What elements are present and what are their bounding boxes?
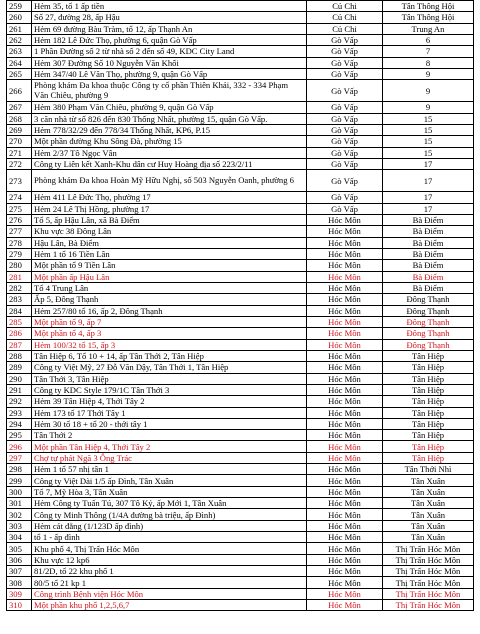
- district-cell: Hóc Môn: [307, 384, 383, 395]
- ward-cell: Tân Xuân: [383, 520, 474, 531]
- address-cell: Phòng khám Đa khoa thuộc Công ty cổ phần Thiên Khải, 332 - 334 Phạm Văn Chiêu, phường 9: [32, 80, 307, 102]
- row-number-cell: 282: [7, 282, 32, 293]
- row-number-cell: 292: [7, 396, 32, 407]
- table-row: [7, 68, 474, 79]
- table-row: [7, 248, 474, 259]
- table-body: [7, 1, 474, 611]
- district-cell: Củ Chi: [307, 23, 383, 34]
- address-cell: Tổ 5, ấp Hậu Lân, xã Bà Điểm: [32, 214, 307, 225]
- table-row: [7, 407, 474, 418]
- ward-cell: Tân Hiệp: [383, 441, 474, 452]
- address-cell: Hẻm 24 Lê Thị Hồng, phường 17: [32, 203, 307, 214]
- ward-cell: Tân Hiệp: [383, 396, 474, 407]
- ward-cell: 9: [383, 68, 474, 79]
- ward-cell: Tân Xuân: [383, 532, 474, 543]
- ward-cell: Tân Xuân: [383, 498, 474, 509]
- district-cell: Hóc Môn: [307, 532, 383, 543]
- ward-cell: Thị Trấn Hóc Môn: [383, 600, 474, 611]
- table-row: [7, 566, 474, 577]
- district-cell: Hóc Môn: [307, 588, 383, 599]
- address-cell: Công ty Liên kết Xanh-Khu dân cư Huy Hoàng địa số 223/2/11: [32, 158, 307, 169]
- row-number-cell: 273: [7, 170, 32, 192]
- ward-cell: Tân Hiệp: [383, 384, 474, 395]
- district-cell: Gò Vấp: [307, 102, 383, 113]
- district-cell: Hóc Môn: [307, 464, 383, 475]
- address-cell: Hẻm 257/80 tổ 16, ấp 2, Đông Thạnh: [32, 305, 307, 316]
- address-cell: Hẻm 173 tổ 17 Thới Tây 1: [32, 407, 307, 418]
- row-number-cell: 278: [7, 237, 32, 248]
- district-cell: Hóc Môn: [307, 260, 383, 271]
- address-cell: Một phần tổ 9, ấp 7: [32, 316, 307, 327]
- row-number-cell: 302: [7, 509, 32, 520]
- district-cell: Gò Vấp: [307, 68, 383, 79]
- ward-cell: 15: [383, 147, 474, 158]
- district-cell: Gò Vấp: [307, 203, 383, 214]
- ward-cell: Bà Điểm: [383, 226, 474, 237]
- address-cell: 1 Phần Đường số 2 từ nhà số 2 đến số 49, KDC City Land: [32, 46, 307, 57]
- table-row: [7, 554, 474, 565]
- row-number-cell: 293: [7, 407, 32, 418]
- row-number-cell: 299: [7, 475, 32, 486]
- address-cell: Hẻm Công ty Tuấn Tú, 307 Tô Ký, ấp Mới 1, Tân Xuân: [32, 498, 307, 509]
- table-row: [7, 46, 474, 57]
- ward-cell: Tân Hiệp: [383, 452, 474, 463]
- table-row: [7, 430, 474, 441]
- district-cell: Hóc Môn: [307, 282, 383, 293]
- table-row: [7, 260, 474, 271]
- document-page: [6, 0, 473, 611]
- row-number-cell: 268: [7, 113, 32, 124]
- district-cell: Hóc Môn: [307, 373, 383, 384]
- address-cell: Khu vực 12 kp6: [32, 554, 307, 565]
- address-cell: Hẻm 1 tổ 16 Tiền Lân: [32, 248, 307, 259]
- district-cell: Hóc Môn: [307, 339, 383, 350]
- table-row: [7, 203, 474, 214]
- row-number-cell: 296: [7, 441, 32, 452]
- address-cell: Công ty Minh Thông (1/4A đường bà triệu, ấp Đình): [32, 509, 307, 520]
- row-number-cell: 274: [7, 192, 32, 203]
- address-cell: Công trình Bệnh viện Hóc Môn: [32, 588, 307, 599]
- address-cell: Công ty KDC Style 179/1C Tân Thới 3: [32, 384, 307, 395]
- address-cell: Hẻm 307 Đường Số 10 Nguyễn Văn Khối: [32, 57, 307, 68]
- table-row: [7, 80, 474, 102]
- row-number-cell: 271: [7, 147, 32, 158]
- address-cell: Tổ 4 Trung Lân: [32, 282, 307, 293]
- table-row: [7, 170, 474, 192]
- district-cell: Hóc Môn: [307, 475, 383, 486]
- address-cell: Hẻm 380 Phạm Văn Chiêu, phường 9, quận Gò Vấp: [32, 102, 307, 113]
- ward-cell: Bà Điểm: [383, 271, 474, 282]
- row-number-cell: 263: [7, 46, 32, 57]
- row-number-cell: 276: [7, 214, 32, 225]
- district-cell: Hóc Môn: [307, 452, 383, 463]
- row-number-cell: 304: [7, 532, 32, 543]
- row-number-cell: 288: [7, 350, 32, 361]
- ward-cell: Bà Điểm: [383, 282, 474, 293]
- row-number-cell: 260: [7, 12, 32, 23]
- address-cell: Phòng khám Đa khoa Hoàn Mỹ Hữu Nghị, số 503 Nguyễn Oanh, phường 6: [32, 170, 307, 192]
- district-cell: Hóc Môn: [307, 248, 383, 259]
- table-row: [7, 339, 474, 350]
- district-cell: Gò Vấp: [307, 158, 383, 169]
- address-cell: Chợ tự phát Ngã 3 Ông Trác: [32, 452, 307, 463]
- table-row: [7, 316, 474, 327]
- table-row: [7, 396, 474, 407]
- ward-cell: 7: [383, 46, 474, 57]
- ward-cell: 17: [383, 170, 474, 192]
- table-row: [7, 294, 474, 305]
- table-row: [7, 282, 474, 293]
- table-row: [7, 158, 474, 169]
- address-cell: 80/5 tổ 21 kp 1: [32, 577, 307, 588]
- ward-cell: 15: [383, 136, 474, 147]
- district-cell: Hóc Môn: [307, 509, 383, 520]
- ward-cell: Đông Thạnh: [383, 339, 474, 350]
- table-row: [7, 588, 474, 599]
- district-cell: Gò Vấp: [307, 136, 383, 147]
- district-cell: Gò Vấp: [307, 124, 383, 135]
- district-cell: Hóc Môn: [307, 600, 383, 611]
- address-cell: Một phần khu phố 1,2,5,6,7: [32, 600, 307, 611]
- ward-cell: Tân Xuân: [383, 475, 474, 486]
- table-row: [7, 226, 474, 237]
- table-row: [7, 498, 474, 509]
- ward-cell: 9: [383, 102, 474, 113]
- address-cell: Hẻm 100/32 tổ 15, ấp 3: [32, 339, 307, 350]
- district-cell: Hóc Môn: [307, 294, 383, 305]
- ward-cell: Đông Thạnh: [383, 294, 474, 305]
- row-number-cell: 269: [7, 124, 32, 135]
- address-cell: Khu vực 38 Đông Lân: [32, 226, 307, 237]
- row-number-cell: 279: [7, 248, 32, 259]
- table-row: [7, 237, 474, 248]
- district-cell: Gò Vấp: [307, 34, 383, 45]
- table-row: [7, 136, 474, 147]
- ward-cell: Tân Hiệp: [383, 362, 474, 373]
- table-row: [7, 305, 474, 316]
- row-number-cell: 291: [7, 384, 32, 395]
- ward-cell: Thị Trấn Hóc Môn: [383, 577, 474, 588]
- district-cell: Hóc Môn: [307, 396, 383, 407]
- district-cell: Hóc Môn: [307, 362, 383, 373]
- table-row: [7, 124, 474, 135]
- row-number-cell: 284: [7, 305, 32, 316]
- ward-cell: 8: [383, 57, 474, 68]
- ward-cell: Tân Thông Hội: [383, 12, 474, 23]
- district-cell: Hóc Môn: [307, 543, 383, 554]
- row-number-cell: 264: [7, 57, 32, 68]
- address-cell: Hẻm 39 Tân Hiệp 4, Thới Tây 2: [32, 396, 307, 407]
- address-cell: Số 27, đường 28, ấp Hậu: [32, 12, 307, 23]
- ward-cell: Tân Thông Hội: [383, 1, 474, 12]
- ward-cell: Tân Hiệp: [383, 430, 474, 441]
- row-number-cell: 295: [7, 430, 32, 441]
- ward-cell: Bà Điểm: [383, 260, 474, 271]
- district-cell: Hóc Môn: [307, 430, 383, 441]
- table-row: [7, 464, 474, 475]
- district-cell: Hóc Môn: [307, 328, 383, 339]
- district-cell: Hóc Môn: [307, 498, 383, 509]
- row-number-cell: 267: [7, 102, 32, 113]
- table-row: [7, 214, 474, 225]
- row-number-cell: 275: [7, 203, 32, 214]
- table-row: [7, 452, 474, 463]
- ward-cell: 17: [383, 192, 474, 203]
- row-number-cell: 289: [7, 362, 32, 373]
- table-row: [7, 384, 474, 395]
- row-number-cell: 297: [7, 452, 32, 463]
- district-cell: Hóc Môn: [307, 226, 383, 237]
- table-row: [7, 12, 474, 23]
- table-row: [7, 532, 474, 543]
- table-row: [7, 475, 474, 486]
- address-cell: Hẻm 347/40 Lê Văn Thọ, phường 9, quận Gò Vấp: [32, 68, 307, 79]
- row-number-cell: 294: [7, 418, 32, 429]
- ward-cell: Tân Xuân: [383, 486, 474, 497]
- ward-cell: Đông Thạnh: [383, 328, 474, 339]
- address-cell: Ấp 5, Đông Thạnh: [32, 294, 307, 305]
- table-row: [7, 520, 474, 531]
- district-cell: Hóc Môn: [307, 407, 383, 418]
- district-cell: Hóc Môn: [307, 486, 383, 497]
- address-cell: Hẻm 1 tổ 57 nhị tân 1: [32, 464, 307, 475]
- address-cell: Tổ 7, Mỹ Hòa 3, Tân Xuân: [32, 486, 307, 497]
- address-cell: Công ty Việt Dài 1/5 ấp Đình, Tân Xuân: [32, 475, 307, 486]
- district-cell: Gò Vấp: [307, 170, 383, 192]
- row-number-cell: 262: [7, 34, 32, 45]
- address-cell: Công ty Việt Mỹ, 27 Đỗ Văn Dậy, Tân Thới 1, Tân Hiệp: [32, 362, 307, 373]
- row-number-cell: 259: [7, 1, 32, 12]
- ward-cell: Tân Hiệp: [383, 350, 474, 361]
- row-number-cell: 277: [7, 226, 32, 237]
- address-cell: Tân Hiệp 6, Tổ 10 + 14, ấp Tân Thới 2, Tân Hiệp: [32, 350, 307, 361]
- address-cell: Hẻm cát đằng (1/123D ấp đình): [32, 520, 307, 531]
- district-cell: Gò Vấp: [307, 80, 383, 102]
- table-row: [7, 113, 474, 124]
- table-row: [7, 23, 474, 34]
- district-cell: Hóc Môn: [307, 441, 383, 452]
- district-cell: Gò Vấp: [307, 147, 383, 158]
- row-number-cell: 280: [7, 260, 32, 271]
- table-row: [7, 192, 474, 203]
- ward-cell: Tân Thới Nhì: [383, 464, 474, 475]
- address-cell: Hẻm 411 Lê Đức Thọ, phường 17: [32, 192, 307, 203]
- row-number-cell: 310: [7, 600, 32, 611]
- address-cell: 3 căn nhà từ số 826 đến 830 Thống Nhất, phường 15, quận Gò Vấp.: [32, 113, 307, 124]
- address-cell: Hẻm 35, tổ 1 ấp tiền: [32, 1, 307, 12]
- row-number-cell: 300: [7, 486, 32, 497]
- row-number-cell: 308: [7, 577, 32, 588]
- ward-cell: Đông Thạnh: [383, 305, 474, 316]
- address-cell: tổ 1 - ấp đình: [32, 532, 307, 543]
- row-number-cell: 265: [7, 68, 32, 79]
- row-number-cell: 272: [7, 158, 32, 169]
- table-row: [7, 418, 474, 429]
- district-cell: Gò Vấp: [307, 46, 383, 57]
- district-cell: Hóc Môn: [307, 237, 383, 248]
- row-number-cell: 287: [7, 339, 32, 350]
- address-cell: Khu phố 4, Thị Trấn Hóc Môn: [32, 543, 307, 554]
- district-cell: Hóc Môn: [307, 271, 383, 282]
- ward-cell: 9: [383, 80, 474, 102]
- ward-cell: Bà Điểm: [383, 214, 474, 225]
- table-row: [7, 543, 474, 554]
- row-number-cell: 286: [7, 328, 32, 339]
- ward-cell: 15: [383, 113, 474, 124]
- address-cell: Một phần tổ 4, ấp 3: [32, 328, 307, 339]
- table-row: [7, 486, 474, 497]
- table-row: [7, 57, 474, 68]
- district-cell: Hóc Môn: [307, 214, 383, 225]
- table-row: [7, 362, 474, 373]
- table-row: [7, 147, 474, 158]
- ward-cell: Bà Điểm: [383, 237, 474, 248]
- ward-cell: 17: [383, 203, 474, 214]
- table-row: [7, 373, 474, 384]
- address-cell: Tân Thới 3, Tân Hiệp: [32, 373, 307, 384]
- district-cell: Hóc Môn: [307, 350, 383, 361]
- table-row: [7, 600, 474, 611]
- row-number-cell: 306: [7, 554, 32, 565]
- district-cell: Hóc Môn: [307, 554, 383, 565]
- address-cell: Hẻm 69 đường Bàu Tràm, tổ 12, ấp Thạnh An: [32, 23, 307, 34]
- ward-cell: Tân Xuân: [383, 509, 474, 520]
- ward-cell: Tân Hiệp: [383, 407, 474, 418]
- row-number-cell: 285: [7, 316, 32, 327]
- address-cell: Hẻm 2/37 Tô Ngọc Vân: [32, 147, 307, 158]
- row-number-cell: 283: [7, 294, 32, 305]
- table-row: [7, 441, 474, 452]
- ward-cell: 6: [383, 34, 474, 45]
- row-number-cell: 303: [7, 520, 32, 531]
- ward-cell: Tân Hiệp: [383, 373, 474, 384]
- table-row: [7, 577, 474, 588]
- ward-cell: Thị Trấn Hóc Môn: [383, 543, 474, 554]
- ward-cell: Thị Trấn Hóc Môn: [383, 588, 474, 599]
- row-number-cell: 281: [7, 271, 32, 282]
- district-cell: Hóc Môn: [307, 577, 383, 588]
- address-cell: Một phần tổ 9 Tiền Lân: [32, 260, 307, 271]
- row-number-cell: 290: [7, 373, 32, 384]
- district-cell: Hóc Môn: [307, 520, 383, 531]
- address-cell: Hẻm 778/32/29 đến 778/34 Thống Nhất, KP6, P.15: [32, 124, 307, 135]
- district-cell: Hóc Môn: [307, 316, 383, 327]
- table-row: [7, 509, 474, 520]
- address-cell: Một phần đường Khu Sông Đà, phường 15: [32, 136, 307, 147]
- row-number-cell: 305: [7, 543, 32, 554]
- row-number-cell: 307: [7, 566, 32, 577]
- district-cell: Hóc Môn: [307, 566, 383, 577]
- address-cell: Hẻm 182 Lê Đức Thọ, phường 6, quận Gò Vấp: [32, 34, 307, 45]
- address-cell: Một phần ấp Hậu Lân: [32, 271, 307, 282]
- district-cell: Hóc Môn: [307, 305, 383, 316]
- district-cell: Hóc Môn: [307, 418, 383, 429]
- address-cell: Hậu Lân, Bà Điểm: [32, 237, 307, 248]
- row-number-cell: 298: [7, 464, 32, 475]
- table-row: [7, 102, 474, 113]
- ward-cell: Thị Trấn Hóc Môn: [383, 554, 474, 565]
- district-cell: Gò Vấp: [307, 192, 383, 203]
- address-cell: Tân Thới 2: [32, 430, 307, 441]
- ward-cell: 15: [383, 124, 474, 135]
- row-number-cell: 309: [7, 588, 32, 599]
- address-cell: Hẻm 30 tổ 18 + tổ 20 - thới tây 1: [32, 418, 307, 429]
- row-number-cell: 270: [7, 136, 32, 147]
- district-cell: Củ Chi: [307, 1, 383, 12]
- ward-cell: Bà Điểm: [383, 248, 474, 259]
- ward-cell: Trung An: [383, 23, 474, 34]
- row-number-cell: 301: [7, 498, 32, 509]
- address-table: [6, 0, 474, 611]
- address-cell: Một phần Tân Hiệp 4, Thới Tây 2: [32, 441, 307, 452]
- row-number-cell: 261: [7, 23, 32, 34]
- table-row: [7, 271, 474, 282]
- ward-cell: Tân Hiệp: [383, 418, 474, 429]
- table-row: [7, 350, 474, 361]
- table-row: [7, 1, 474, 12]
- ward-cell: Đông Thạnh: [383, 316, 474, 327]
- district-cell: Củ Chi: [307, 12, 383, 23]
- table-row: [7, 328, 474, 339]
- address-cell: 81/2D, tổ 22 khu phố 1: [32, 566, 307, 577]
- district-cell: Gò Vấp: [307, 57, 383, 68]
- ward-cell: 17: [383, 158, 474, 169]
- district-cell: Gò Vấp: [307, 113, 383, 124]
- table-row: [7, 34, 474, 45]
- row-number-cell: 266: [7, 80, 32, 102]
- ward-cell: Thị Trấn Hóc Môn: [383, 566, 474, 577]
